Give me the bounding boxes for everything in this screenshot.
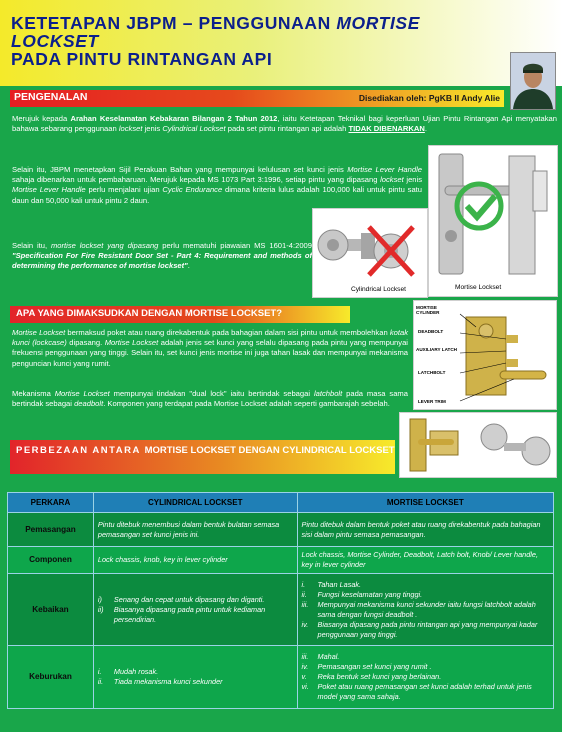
list-text: Pemasangan set kunci yang rumit . — [317, 662, 432, 671]
mortise-heading-bar — [10, 306, 350, 323]
difference-heading — [16, 446, 396, 456]
row-key: Kebaikan — [8, 574, 94, 646]
list-number: vi. — [301, 682, 309, 691]
text-italic: Mortise Lockset — [104, 338, 159, 348]
intro-paragraph-3 — [12, 241, 312, 272]
text: dimana kriteria lulus adalah 100,000 kali untuk pintu satu daun dan 50,000 kali untuk pintu 2 daun. — [12, 185, 422, 205]
text: adalah jenis set kunci yang selalu dipasang pada pintu yang mempunyai frekuensi penggunaan yang tinggi. Selain itu, set kunci jenis mortise ini juga tahan lasak dan mempunyai mekanisma penguncian kunci yang rumit. — [12, 338, 408, 368]
list-item — [302, 672, 549, 682]
list-item — [302, 590, 549, 600]
title-part-italic: MORTISE LOCKSET — [11, 13, 420, 51]
cell-cylindrical — [93, 646, 297, 709]
item-list — [302, 652, 549, 702]
text: mempunyai tindakan "dual lock" iaitu bertindak sebagai — [109, 389, 314, 398]
row-key: Keburukan — [8, 646, 94, 709]
header-banner — [0, 0, 562, 86]
text: , iaitu Ketetapan Teknikal bagi keperluan Ujian Pintu Rintangan Api menyatakan bahawa sebarang penggunaan — [12, 114, 557, 134]
text-italic: Mortise Lever Handle — [12, 185, 86, 195]
text-italic: Cyclic Endurance — [162, 185, 223, 195]
text: Mekanisma — [12, 389, 55, 398]
mortise-caption: Mortise Lockset — [455, 284, 502, 291]
text-italic: lockset — [118, 124, 143, 134]
text: Selain itu, — [12, 241, 51, 250]
list-item — [302, 580, 549, 590]
cell-cylindrical — [93, 574, 297, 646]
cell-cylindrical — [93, 547, 297, 574]
list-item — [98, 595, 293, 605]
list-text: Mahal. — [317, 652, 340, 661]
text-italic: lockset — [380, 175, 404, 185]
list-text: Fungsi keselamatan yang tinggi. — [317, 589, 423, 599]
text-bold: Arahan Keselamatan Kebakaran Bilangan 2 Tahun 2012 — [70, 114, 278, 123]
header-perkara: PERKARA — [8, 493, 94, 513]
text: PERBEZAAN ANTARA — [16, 445, 145, 456]
header-cylindrical: CYLINDRICAL LOCKSET — [93, 493, 297, 513]
list-number: iv. — [301, 662, 309, 671]
list-item — [302, 620, 549, 640]
list-text: Biasanya dipasang pada pintu untuk kediaman persendirian. — [113, 604, 266, 624]
header-mortise: MORTISE LOCKSET — [297, 493, 553, 513]
comparison-table — [7, 492, 554, 709]
text: jenis — [403, 175, 423, 185]
intro-paragraph-2 — [12, 165, 422, 206]
table-header-row — [8, 493, 554, 513]
text-italic: kotak kunci (lockcase) — [12, 328, 408, 348]
list-number: i. — [97, 667, 102, 676]
mortise-paragraph-2 — [12, 389, 408, 409]
cell-mortise — [297, 574, 553, 646]
list-item — [302, 662, 549, 672]
text: sahaja dibenarkan untuk pembaharuan. Merujuk kepada MS 1073 Part 3:1996, setiap pintu yang dipasang — [12, 175, 381, 185]
mortise-components-diagram — [413, 300, 557, 410]
diagram-label-latchbolt: LATCHBOLT — [418, 370, 446, 375]
text: perlu mematuhi piawaian MS 1601-4:2009 — [158, 241, 313, 250]
row-key: Componen — [8, 547, 94, 574]
text: perlu menjalani ujian — [85, 185, 163, 195]
list-item — [98, 677, 293, 687]
text: pada masa sama bertindak sebagai — [12, 389, 408, 409]
table-row — [8, 646, 554, 709]
text-italic: latchbolt — [313, 389, 343, 398]
text: pada set pintu rintangan api adalah — [225, 124, 349, 134]
comparison-image — [399, 412, 557, 478]
list-item — [302, 682, 549, 702]
table-row — [8, 513, 554, 547]
text: MORTISE LOCKSET DENGAN CYLINDRICAL LOCKSET — [144, 445, 395, 456]
list-text: Biasanya dipasang pada pintu rintangan api yang mempunyai kadar penggunaan yang tinggi. — [317, 619, 538, 639]
text-bold-italic: "Specification For Fire Resistant Door Set - Part 4: Requirement and methods of determining the performance of mortise lockset" — [12, 251, 312, 271]
text-italic: mortise lockset yang dipasang — [50, 241, 159, 250]
cell-text: Pintu ditebuk dalam bentuk poket atau ruang direkabentuk pada bahagian sisi dalam pintu semasa pemasangan. — [301, 519, 541, 539]
list-text: Reka bentuk set kunci yang berlainan. — [317, 672, 442, 681]
list-text: Poket atau ruang pemasangan set kunci adalah terhad untuk jenis model yang sama sahaja. — [317, 682, 532, 701]
list-item — [302, 600, 549, 620]
cell-text: Pintu ditebuk menembusi dalam bentuk bulatan semasa pemasangan set kunci jenis ini. — [97, 519, 280, 539]
row-key: Pemasangan — [8, 513, 94, 547]
diagram-label-deadbolt: DEADBOLT — [418, 329, 444, 334]
list-number: iv. — [301, 619, 309, 629]
text-bold: TIDAK DIBENARKAN — [348, 124, 425, 134]
title-line-2: PADA PINTU RINTANGAN API — [11, 49, 273, 69]
text-italic: Cylindrical Lockset — [162, 124, 226, 134]
cell-text: Lock chassis, knob, key in lever cylinder — [97, 555, 228, 564]
text-italic: Mortise Lever Handle — [347, 165, 422, 174]
text: Merujuk kepada — [12, 114, 71, 123]
list-number: ii. — [301, 589, 307, 599]
intro-paragraph-1 — [12, 114, 557, 134]
text: . Komponen yang terdapat pada Mortise Lockset adalah seperti gambarajah sebelah. — [103, 399, 390, 409]
difference-heading-bar — [10, 440, 395, 474]
list-text: Mudah rosak. — [113, 667, 159, 676]
list-item — [302, 652, 549, 662]
mortise-paragraph-1 — [12, 328, 408, 369]
table-row — [8, 547, 554, 574]
text: . — [424, 124, 427, 134]
text: jenis — [142, 124, 163, 134]
list-text: Mempunyai mekanisma kunci sekunder iaitu fungsi latchbolt adalah sama dengan fungsi deadbolt . — [317, 599, 536, 619]
list-item — [98, 667, 293, 677]
cell-mortise — [297, 547, 553, 574]
list-number: i) — [97, 594, 102, 604]
text: dipasang. — [66, 338, 105, 348]
diagram-label-auxiliary-latch: AUXILIARY LATCH — [416, 347, 458, 352]
text-italic: Mortise Lockset — [54, 389, 110, 398]
title-part: KETETAPAN JBPM – PENGGUNAAN — [11, 13, 337, 33]
mortise-heading: APA YANG DIMAKSUDKAN DENGAN MORTISE LOCKSET? — [16, 308, 283, 319]
cell-text: Lock chassis, Mortise Cylinder, Deadbolt, Latch bolt, Knob/ Lever handle, key in lever cylinder — [301, 550, 538, 569]
cell-cylindrical — [93, 513, 297, 547]
cell-mortise — [297, 646, 553, 709]
diagram-label-cylinder: MORTISE CYLINDER — [416, 305, 440, 315]
list-number: iii. — [301, 652, 309, 661]
cylindrical-lockset-image — [312, 208, 428, 298]
diagram-label-lever-trim: LEVER TRIM — [418, 399, 446, 404]
item-list — [98, 667, 293, 687]
item-list — [98, 595, 293, 625]
list-text: Tiada mekanisma kunci sekunder — [113, 677, 223, 686]
list-number: ii) — [97, 604, 104, 614]
text: bermaksud poket atau ruang direkabentuk pada bahagian dalam sisi pintu untuk membolehkan — [65, 328, 390, 337]
text: . — [187, 261, 190, 271]
list-number: ii. — [97, 677, 104, 686]
list-number: v. — [301, 672, 307, 681]
text-italic: deadbolt — [74, 399, 104, 409]
list-number: i. — [301, 579, 306, 589]
mortise-lockset-image — [428, 145, 558, 297]
list-number: iii. — [301, 599, 309, 609]
cylindrical-caption: Cylindrical Lockset — [351, 286, 406, 293]
author-photo — [510, 52, 556, 110]
intro-heading-bar — [10, 90, 504, 107]
prepared-by: Disediakan oleh: PgKB II Andy Alie — [358, 93, 500, 103]
list-text: Senang dan cepat untuk dipasang dan diganti. — [113, 594, 265, 604]
item-list — [302, 580, 549, 640]
text-italic: Mortise Lockset — [12, 328, 66, 337]
text: Selain itu, JBPM menetapkan Sijil Perakuan Bahan yang mempunyai kelulusan set kunci jenis — [12, 165, 348, 174]
table-row — [8, 574, 554, 646]
intro-heading: PENGENALAN — [14, 91, 88, 103]
list-text: Tahan Lasak. — [317, 579, 362, 589]
page-title — [11, 14, 511, 68]
cell-mortise — [297, 513, 553, 547]
list-item — [98, 605, 293, 625]
